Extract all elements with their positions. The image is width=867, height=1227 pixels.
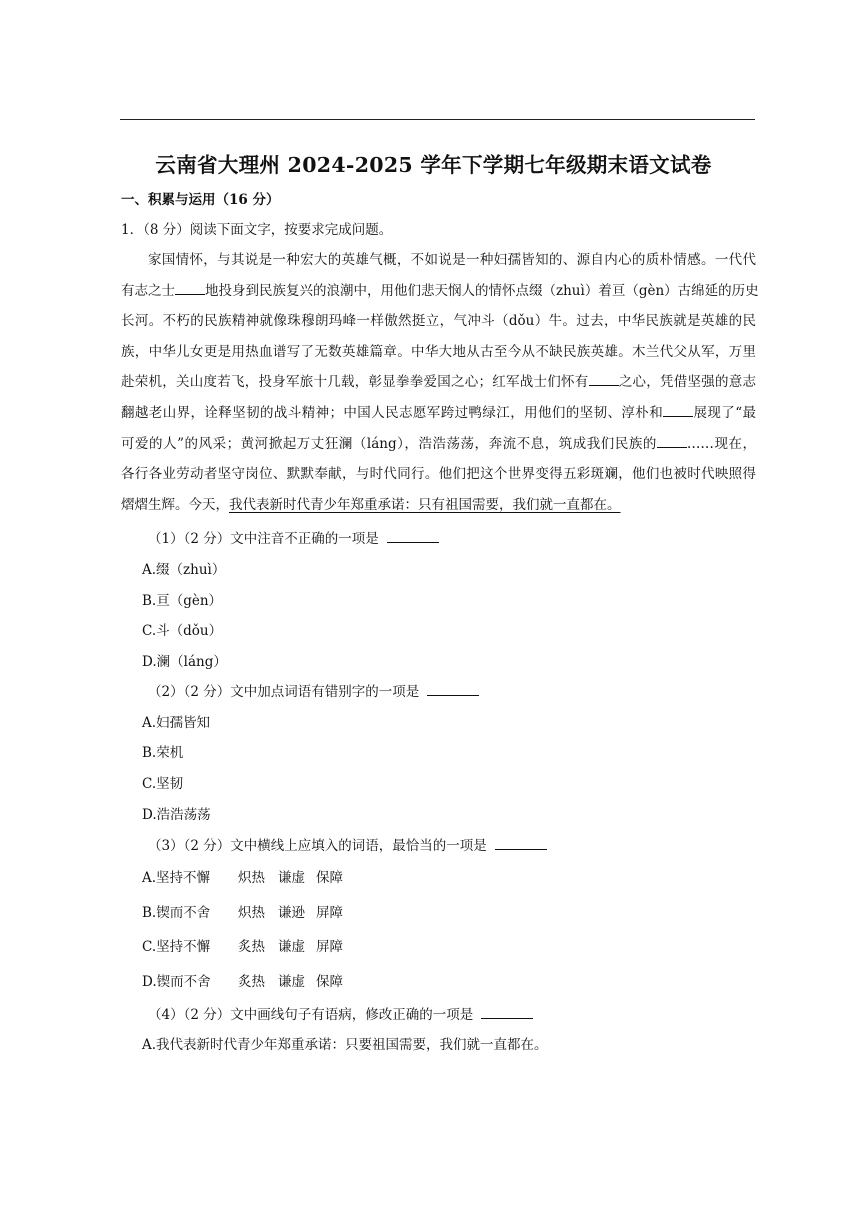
option-a[interactable]: A.我代表新时代青少年郑重承诺：只要祖国需要，我们就一直都在。 (142, 1037, 548, 1053)
question-1-stem: 1．（8 分）阅读下面文字，按要求完成问题。 (121, 222, 393, 238)
sub-question-3: （3）（2 分）文中横线上应填入的词语，最恰当的一项是 (148, 834, 547, 854)
passage-line: 可爱的人”的风采；黄河掀起万丈狂澜（láng），浩浩荡荡，奔流不息，筑成我们民族的 ……现在， (121, 431, 756, 462)
option-a[interactable]: A.坚持不懈 炽热 谦虚 保障 (142, 870, 343, 886)
answer-blank[interactable] (495, 837, 547, 850)
option-d[interactable]: D.浩浩荡荡 (142, 807, 211, 823)
passage-line: 有志之士 地投身到民族复兴的浪潮中，用他们悲天悯人的情怀点缀（zhuì）着亘（gèn）古绵延的历史 (121, 278, 756, 309)
fill-blank (175, 280, 205, 295)
option-d[interactable]: D.澜（láng） (142, 654, 227, 670)
option-a[interactable]: A.妇孺皆知 (142, 715, 211, 731)
fill-blank (657, 433, 687, 448)
passage-line: 赴荣机，关山度若飞，投身军旅十几载，彰显拳拳爱国之心；红军战士们怀有 之心，凭借坚强的意志 (121, 369, 756, 400)
option-b[interactable]: B.锲而不舍 炽热 谦逊 屏障 (142, 905, 343, 921)
answer-blank[interactable] (387, 530, 439, 543)
answer-blank[interactable] (427, 683, 479, 696)
passage-line: 翻越老山界，诠释坚韧的战斗精神；中国人民志愿军跨过鸭绿江，用他们的坚韧、淳朴和 展现了“最 (121, 400, 756, 431)
option-d[interactable]: D.锲而不舍 炙热 谦虚 保障 (142, 974, 343, 990)
underlined-sentence: 我代表新时代青少年郑重承诺：只有祖国需要，我们就一直都在。 (229, 496, 621, 513)
section-heading: 一、积累与运用（16 分） (121, 192, 280, 208)
answer-blank[interactable] (481, 1006, 533, 1019)
option-b[interactable]: B.亘（gèn） (142, 593, 223, 609)
exam-title: 云南省大理州 2024-2025 学年下学期七年级期末语文试卷 (155, 153, 712, 177)
fill-blank (663, 402, 693, 417)
header-rule (120, 119, 755, 120)
option-b[interactable]: B.荣机 (142, 745, 184, 761)
passage-line: 长河。不朽的民族精神就像珠穆朗玛峰一样傲然挺立，气冲斗（dǒu）牛。过去，中华民族就是英雄的民 (121, 313, 756, 330)
option-c[interactable]: C.坚韧 (142, 776, 184, 792)
passage-line: 熠熠生辉。今天，我代表新时代青少年郑重承诺：只有祖国需要，我们就一直都在。 (121, 496, 621, 513)
passage-line: 家国情怀，与其说是一种宏大的英雄气概，不如说是一种妇孺皆知的、源自内心的质朴情感。一代代 (148, 252, 756, 268)
sub-question-4: （4）（2 分）文中画线句子有语病，修改正确的一项是 (148, 1003, 533, 1023)
sub-question-2: （2）（2 分）文中加点词语有错别字的一项是 (148, 680, 479, 700)
option-a[interactable]: A.缀（zhuì） (142, 562, 226, 578)
fill-blank (589, 371, 619, 386)
passage-line: 族，中华儿女更是用热血谱写了无数英雄篇章。中华大地从古至今从不缺民族英雄。木兰代父从军，万里 (121, 343, 756, 360)
option-c[interactable]: C.斗（dǒu） (142, 623, 223, 639)
reading-passage (121, 247, 759, 522)
passage-line: 各行各业劳动者坚守岗位、默默奉献，与时代同行。他们把这个世界变得五彩斑斓，他们也被时代映照得 (121, 466, 756, 483)
sub-question-1: （1）（2 分）文中注音不正确的一项是 (148, 527, 439, 547)
option-c[interactable]: C.坚持不懈 炙热 谦虚 屏障 (142, 939, 343, 955)
